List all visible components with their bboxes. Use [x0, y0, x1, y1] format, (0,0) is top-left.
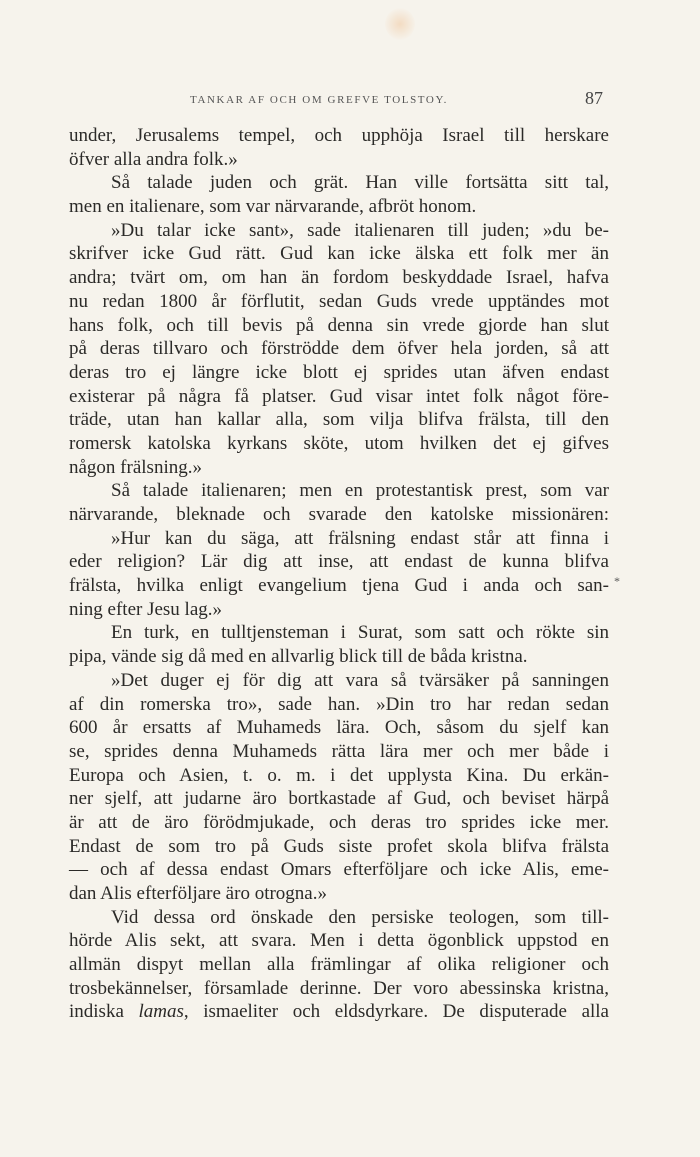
text-line: nu redan 1800 år förflutit, sedan Guds vrede upptändes mot: [69, 290, 609, 312]
text-line: skrifver icke Gud rätt. Gud kan icke älska ett folk mer än: [69, 243, 609, 265]
margin-mark: *: [614, 574, 620, 588]
text-line: frälsta, hvilka enligt evangelium tjena Gud i anda och san-: [69, 575, 609, 597]
text-line: romersk katolska kyrkans sköte, utom hvilken det ej gifves: [69, 432, 609, 454]
text-line: — och af dessa endast Omars efterföljare och icke Alis, eme-: [69, 859, 609, 881]
text-line: Så talade juden och grät. Han ville fortsätta sitt tal,: [111, 172, 609, 194]
text-line: »Du talar icke sant», sade italienaren till juden; »du be-: [111, 219, 609, 241]
text-line: eder religion? Lär dig att inse, att endast de kunna blifva: [69, 551, 609, 573]
text-line: är att de äro förödmjukade, och deras tro sprides icke mer.: [69, 811, 609, 833]
text-line: Europa och Asien, t. o. m. i det upplysta Kina. Du erkän-: [69, 764, 609, 786]
text-line: Endast de som tro på Guds siste profet skola blifva frälsta: [69, 835, 609, 857]
paper-stain: [385, 8, 415, 40]
text-line: Så talade italienaren; men en protestantisk prest, som var: [111, 480, 609, 502]
text-line: öfver alla andra folk.»: [69, 148, 238, 170]
text-line: Vid dessa ord önskade den persiske teologen, som till-: [111, 906, 609, 928]
text-line: allmän dispyt mellan alla främlingar af olika religioner och: [69, 954, 609, 976]
text-line: dan Alis efterföljare äro otrogna.»: [69, 883, 327, 904]
text-line: pipa, vände sig då med en allvarlig blick till de båda kristna.: [69, 646, 528, 668]
text-line: hans folk, och till bevis på denna sin vrede gjorde han slut: [69, 314, 609, 336]
text-line: trosbekännelser, församlade derinne. Der voro abessinska kristna,: [69, 977, 609, 999]
text-line: hörde Alis sekt, att svara. Men i detta ögonblick uppstod en: [69, 930, 609, 952]
text-line: träde, utan han kallar alla, som vilja blifva frälsta, till den: [69, 409, 609, 431]
text-line: 600 år ersatts af Muhameds lära. Och, såsom du sjelf kan: [69, 717, 609, 739]
text-line: närvarande, bleknade och svarade den katolske missionären:: [69, 504, 609, 525]
text-line: någon frälsning.»: [69, 456, 202, 478]
text-line: men en italienare, som var närvarande, afbröt honom.: [69, 196, 477, 218]
text-line: på deras tillvaro och förströdde dem öfver hela jorden, så att: [69, 338, 609, 360]
running-title: TANKAR AF OCH OM GREFVE TOLSTOY.: [190, 94, 448, 106]
text-line: »Hur kan du säga, att frälsning endast står att finna i: [111, 527, 609, 549]
text-line: En turk, en tulltjensteman i Surat, som satt och rökte sin: [111, 622, 609, 644]
text-line: under, Jerusalems tempel, och upphöja Israel till herskare: [69, 125, 609, 146]
page-number: 87: [585, 88, 603, 108]
text-line: »Det duger ej för dig att vara så tvärsäker på sanningen: [111, 669, 609, 691]
text-line: ner sjelf, att judarne äro bortkastade af Gud, och beviset härpå: [69, 788, 609, 810]
text-line: indiska lamas, ismaeliter och eldsdyrkare. De disputerade alla: [69, 1001, 609, 1023]
text-line: se, sprides denna Muhameds rätta lära mer och mer både i: [69, 740, 609, 762]
text-line: af din romerska tro», sade han. »Din tro har redan sedan: [69, 693, 609, 715]
text-line: deras tro ej längre icke blott ej sprides utan äfven endast: [69, 361, 609, 383]
text-line: andra; tvärt om, om han än fordom beskyddade Israel, hafva: [69, 267, 609, 289]
body-text: [69, 124, 609, 1024]
text-line: ning efter Jesu lag.»: [69, 598, 223, 620]
text-line: existerar på några få platser. Gud visar intet folk något före-: [69, 385, 609, 407]
